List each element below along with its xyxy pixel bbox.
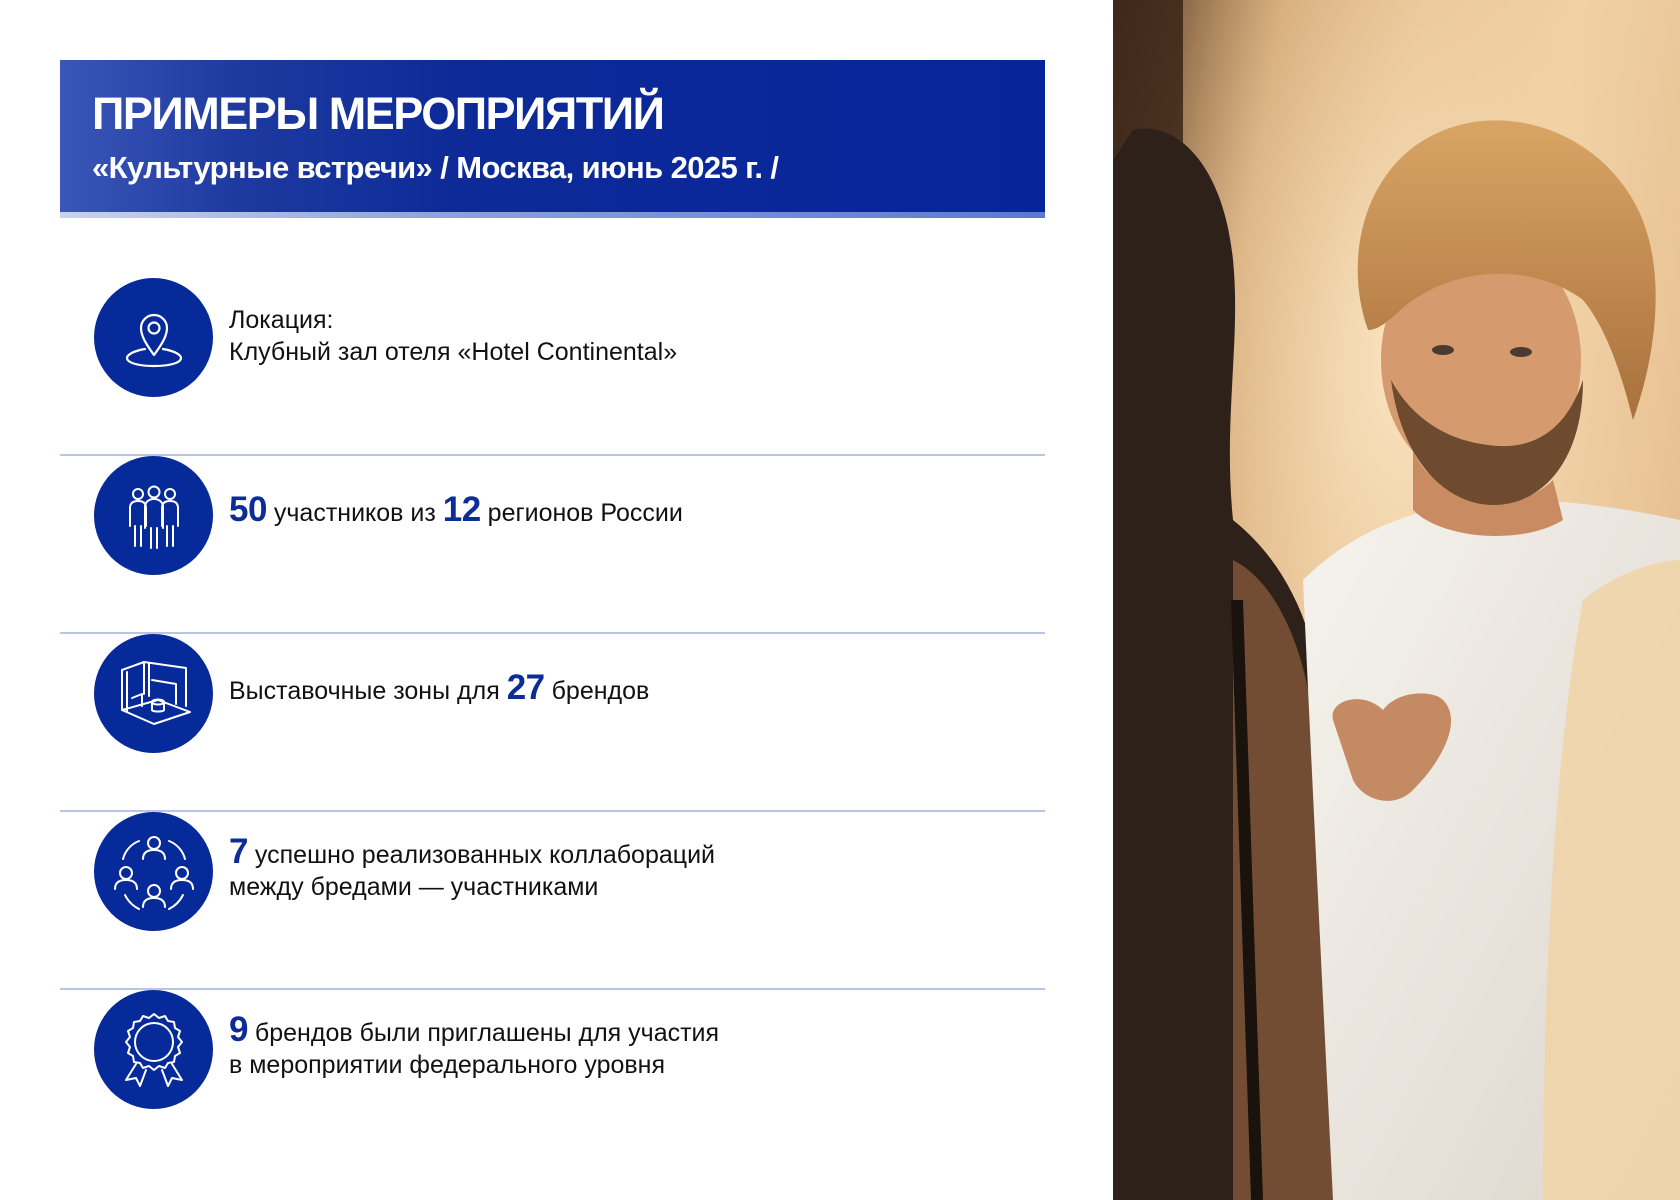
participants-count: 50 bbox=[229, 490, 267, 529]
info-row-exhibition bbox=[60, 634, 1045, 812]
invited-brands-count: 9 bbox=[229, 1010, 248, 1049]
event-photo-illustration bbox=[1113, 0, 1680, 1200]
participants-text bbox=[229, 490, 683, 529]
collaborations-label: успешно реализованных коллабораций bbox=[254, 841, 716, 869]
location-value: Клубный зал отеля «Hotel Continental» bbox=[229, 338, 678, 366]
invited-brands-label: брендов были приглашены для участия bbox=[254, 1019, 720, 1047]
location-pin-icon bbox=[94, 278, 213, 397]
page-subtitle: «Культурные встречи» / Москва, июнь 2025 г. / bbox=[92, 150, 779, 185]
location-label: Локация: bbox=[229, 306, 334, 334]
collaboration-network-icon bbox=[94, 812, 213, 931]
header-banner bbox=[60, 60, 1045, 218]
regions-label: регионов России bbox=[487, 499, 683, 527]
participants-label: участников из bbox=[273, 499, 436, 527]
info-row-location bbox=[60, 278, 1045, 456]
invited-brands-label-line2: в мероприятии федерального уровня bbox=[229, 1051, 666, 1079]
brands-count: 27 bbox=[506, 668, 545, 707]
regions-count: 12 bbox=[442, 490, 481, 529]
people-group-icon bbox=[94, 456, 213, 575]
location-text bbox=[229, 304, 677, 368]
brands-label: брендов bbox=[551, 677, 650, 705]
exhibition-label: Выставочные зоны для bbox=[229, 677, 500, 705]
info-row-participants bbox=[60, 456, 1045, 634]
collaborations-text bbox=[229, 832, 716, 903]
exhibition-text bbox=[229, 668, 650, 707]
collaborations-label-line2: между бредами — участниками bbox=[229, 873, 599, 901]
info-row-federal bbox=[60, 990, 1045, 1168]
exhibition-booth-icon bbox=[94, 634, 213, 753]
award-badge-icon bbox=[94, 990, 213, 1109]
page-title: ПРИМЕРЫ МЕРОПРИЯТИЙ bbox=[92, 88, 664, 139]
federal-text bbox=[229, 1010, 720, 1081]
collaborations-count: 7 bbox=[229, 832, 248, 871]
info-row-collaborations bbox=[60, 812, 1045, 990]
event-photo bbox=[1113, 0, 1680, 1200]
